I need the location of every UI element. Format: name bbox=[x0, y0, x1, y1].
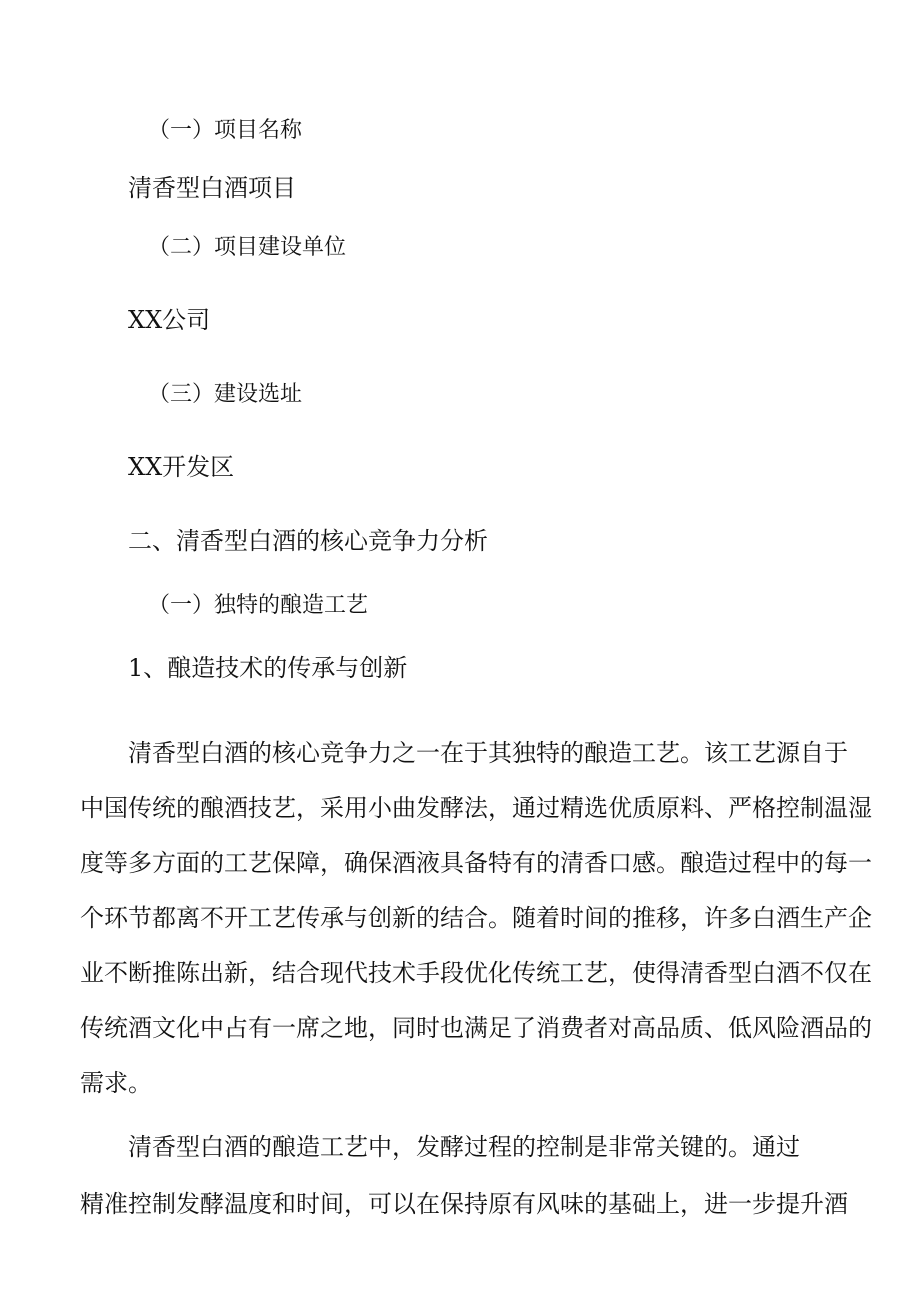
subsection-heading: （一）独特的酿造工艺 bbox=[148, 593, 369, 618]
paragraph2-line: 清香型白酒的酿造工艺中，发酵过程的控制是非常关键的。通过 bbox=[128, 1133, 800, 1161]
site-selection-value: XX开发区 bbox=[128, 453, 235, 481]
item-heading: 1、酿造技术的传承与创新 bbox=[128, 654, 408, 682]
paragraph1-line: 需求。 bbox=[80, 1069, 152, 1097]
chapter-title: 二、清香型白酒的核心竞争力分析 bbox=[128, 527, 488, 555]
heading-project-name: （一）项目名称 bbox=[148, 118, 303, 143]
paragraph1-line: 中国传统的酿酒技艺，采用小曲发酵法，通过精选优质原料、严格控制温湿 bbox=[80, 794, 872, 822]
paragraph1-line: 度等多方面的工艺保障，确保酒液具备特有的清香口感。酿造过程中的每一 bbox=[80, 849, 872, 877]
construction-unit-value: XX公司 bbox=[128, 306, 211, 334]
paragraph1-line: 个环节都离不开工艺传承与创新的结合。随着时间的推移，许多白酒生产企 bbox=[80, 904, 872, 932]
project-name-value: 清香型白酒项目 bbox=[128, 174, 296, 202]
paragraph1-line: 传统酒文化中占有一席之地，同时也满足了消费者对高品质、低风险酒品的 bbox=[80, 1014, 872, 1042]
paragraph1-line: 业不断推陈出新，结合现代技术手段优化传统工艺，使得清香型白酒不仅在 bbox=[80, 959, 872, 987]
paragraph1-line: 清香型白酒的核心竞争力之一在于其独特的酿造工艺。该工艺源自于 bbox=[128, 739, 848, 767]
heading-construction-unit: （二）项目建设单位 bbox=[148, 235, 347, 260]
paragraph2-line: 精准控制发酵温度和时间，可以在保持原有风味的基础上，进一步提升酒 bbox=[80, 1190, 848, 1218]
heading-site-selection: （三）建设选址 bbox=[148, 382, 303, 407]
